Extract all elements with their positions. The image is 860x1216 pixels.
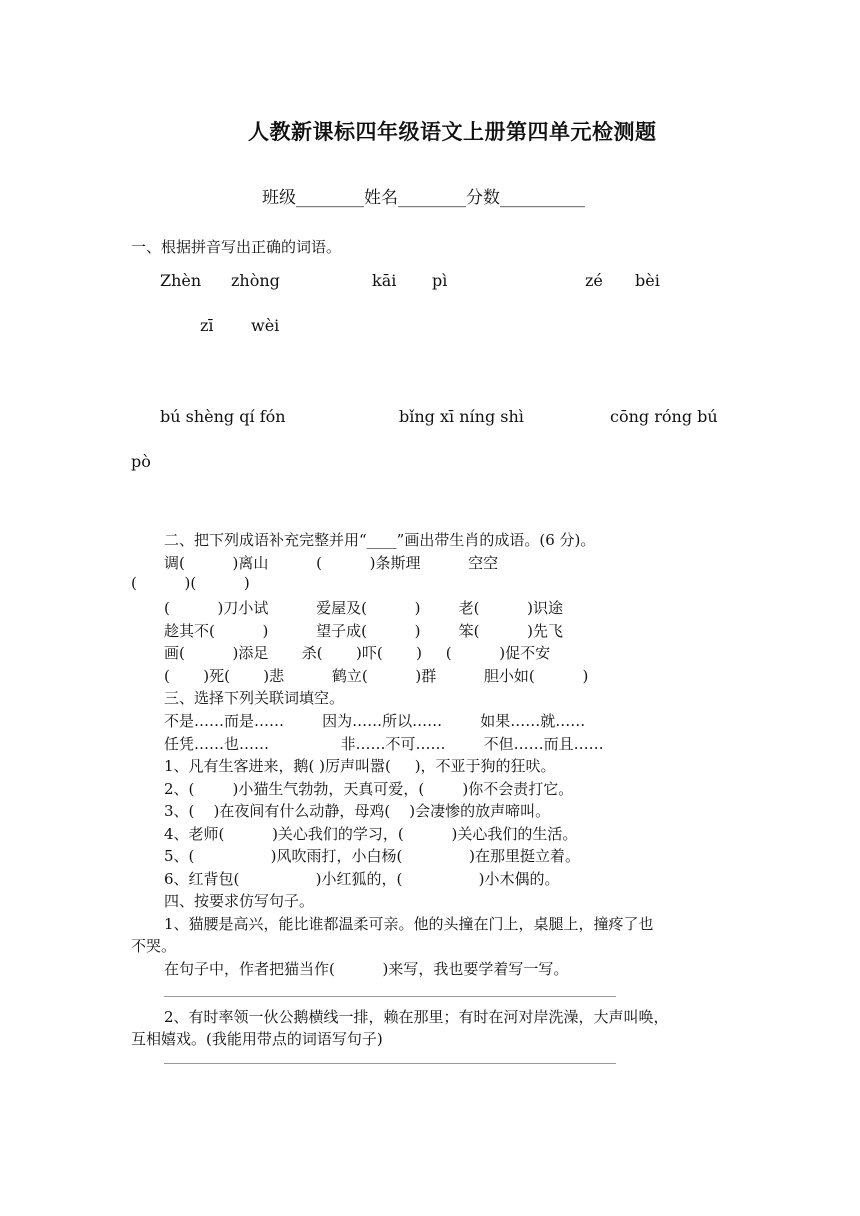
section-1-heading: 一、根据拼音写出正确的词语。: [131, 238, 342, 256]
question-1-text: 1、猫腰是高兴，能比谁都温柔可亲。他的头撞在门上，桌腿上，撞疼了也: [164, 915, 654, 933]
pinyin-congrongbu: cōng róng bú: [610, 407, 718, 426]
idiom-line: ( )( ): [131, 574, 250, 592]
section-3-heading: 三、选择下列关联词填空。: [164, 689, 345, 707]
idiom-line: 调( )离山 ( )条斯理 空空: [164, 554, 499, 572]
pinyin-kai: kāi: [372, 271, 397, 290]
pinyin-zhong: zhòng: [231, 271, 280, 290]
question-item: 1、凡有生客进来，鹅( )厉声叫嚣( )，不亚于狗的狂吠。: [164, 757, 556, 775]
pinyin-zi: zī: [200, 316, 214, 335]
student-info-line: 班级________姓名________分数__________: [262, 188, 585, 208]
question-item: 5、( )风吹雨打，小白杨( )在那里挺立着。: [164, 847, 580, 865]
section-2-heading: 二、把下列成语补充完整并用“____”画出带生肖的成语。(6 分)。: [164, 531, 596, 549]
idiom-line: ( )刀小试 爱屋及( ) 老( )识途: [164, 599, 563, 617]
question-2-text: 互相嬉戏。(我能用带点的词语写句子): [131, 1030, 383, 1048]
question-item: 3、( )在夜间有什么动静，母鸡( )会凄惨的放声啼叫。: [164, 802, 551, 820]
pinyin-pi: pì: [432, 271, 448, 290]
pinyin-zhen: Zhèn: [160, 271, 202, 290]
question-2-text: 2、有时率领一伙公鹅横线一排，赖在那里；有时在河对岸洗澡，大声叫唤，: [164, 1008, 669, 1026]
question-1-prompt: 在句子中，作者把猫当作( )来写，我也要学着写一写。: [164, 960, 569, 978]
pinyin-po: pò: [131, 452, 151, 471]
answer-line: [164, 996, 616, 997]
idiom-line: 画( )添足 杀( )吓( ) ( )促不安: [164, 644, 551, 662]
question-1-text: 不哭。: [131, 937, 177, 955]
idiom-line: 趁其不( ) 望子成( ) 笨( )先飞: [164, 622, 563, 640]
pinyin-bei: bèi: [635, 271, 660, 290]
conjunction-options: 任凭……也…… 非……不可…… 不但……而且……: [164, 735, 604, 753]
pinyin-wei: wèi: [251, 316, 280, 335]
page-title: 人教新课标四年级语文上册第四单元检测题: [248, 119, 657, 144]
idiom-line: ( )死( )悲 鹤立( )群 胆小如( ): [164, 667, 589, 685]
section-4-heading: 四、按要求仿写句子。: [164, 892, 315, 910]
question-item: 4、老师( )关心我们的学习，( )关心我们的生活。: [164, 825, 578, 843]
question-item: 6、红背包( )小红狐的，( )小木偶的。: [164, 870, 560, 888]
answer-line: [164, 1063, 616, 1064]
pinyin-bingxiningshi: bǐng xī níng shì: [399, 407, 524, 426]
pinyin-bushengqifon: bú shèng qí fón: [160, 407, 286, 426]
question-item: 2、( )小猫生气勃勃，天真可爱，( )你不会责打它。: [164, 780, 574, 798]
pinyin-ze: zé: [585, 271, 603, 290]
conjunction-options: 不是……而是…… 因为……所以…… 如果……就……: [164, 712, 586, 730]
